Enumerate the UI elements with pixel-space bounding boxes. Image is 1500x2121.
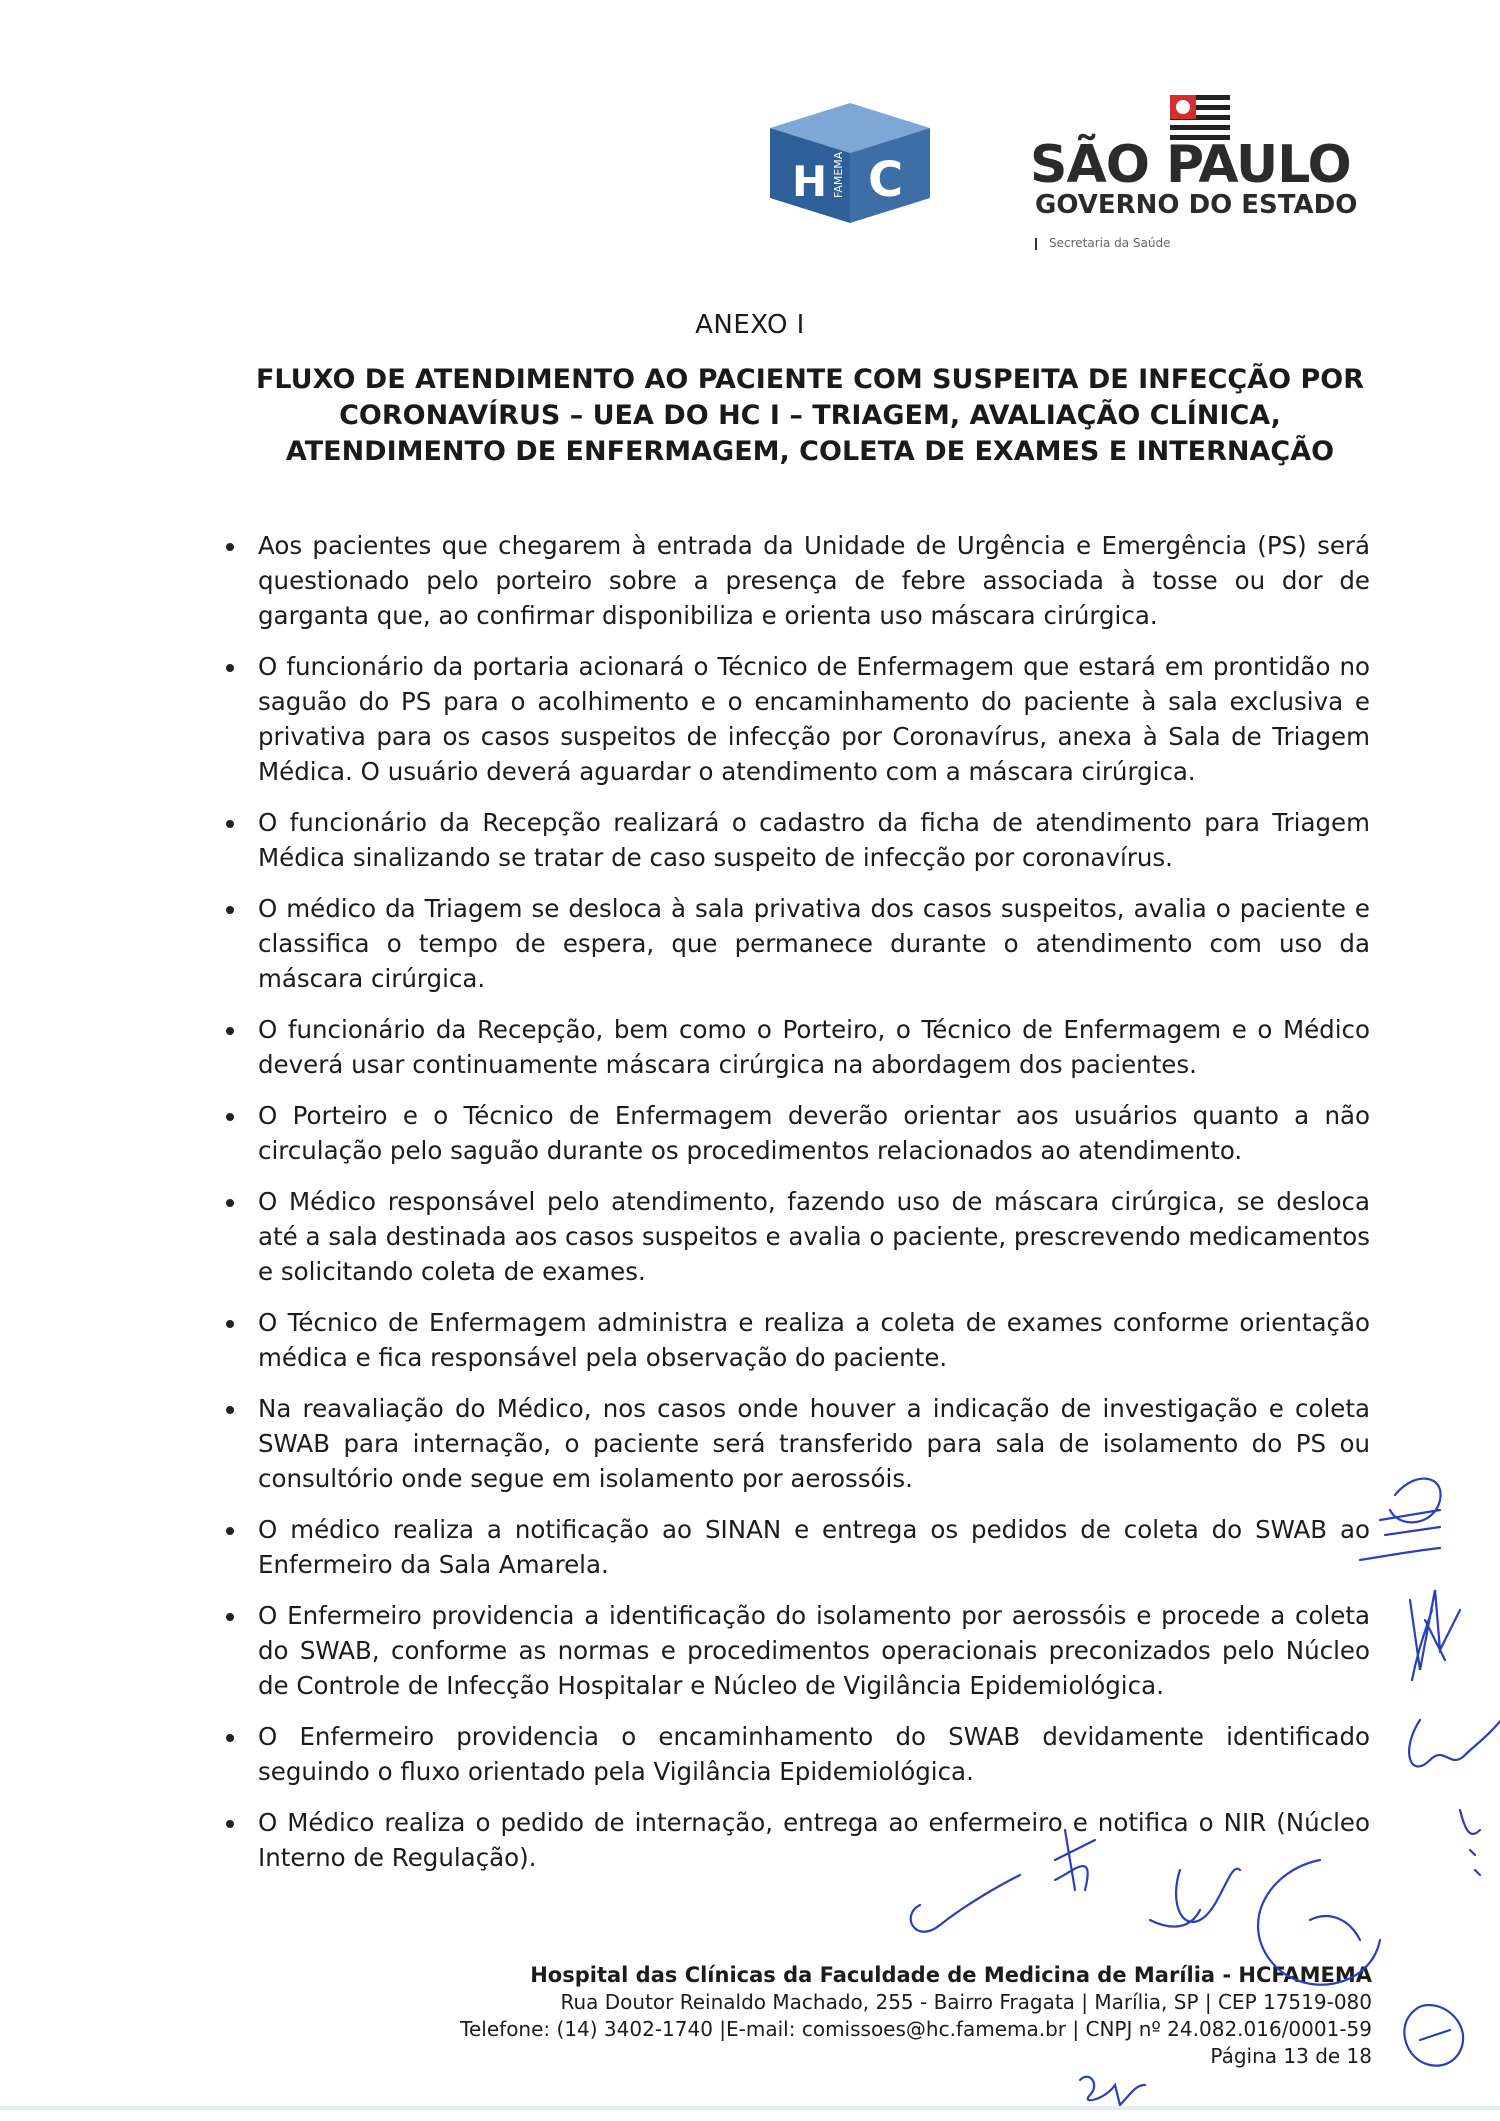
sao-paulo-title: SÃO PAULO xyxy=(1030,135,1351,195)
bullet-icon xyxy=(226,1406,234,1414)
bullet-icon xyxy=(226,543,234,551)
bullet-icon xyxy=(226,1199,234,1207)
governo-do-estado: GOVERNO DO ESTADO xyxy=(1035,190,1358,220)
bullet-icon xyxy=(226,1320,234,1328)
bullet-icon xyxy=(226,1027,234,1035)
bullet-icon xyxy=(226,1613,234,1621)
hc-letter-h: H xyxy=(792,157,828,206)
footer-organization: Hospital das Clínicas da Faculdade de Medicina de Marília - HCFAMEMA xyxy=(530,1963,1372,1987)
signature-1 xyxy=(1360,1479,1441,1560)
page-number: Página 13 de 18 xyxy=(1210,2044,1372,2068)
bullet-icon xyxy=(226,906,234,914)
list-item: O Técnico de Enfermagem administra e realiza a coleta de exames conforme orientação médica e fica responsável pela observação do paciente. xyxy=(222,1305,1370,1375)
hc-letter-c: C xyxy=(868,152,904,208)
list-item: O funcionário da portaria acionará o Técnico de Enfermagem que estará em prontidão no saguão do PS para o acolhimento e o encaminhamento do paciente à sala exclusiva e privativa para os casos suspeitos de infecção por Coronavírus, anexa à Sala de Triagem Médica. O usuário deverá aguardar o atendimento com a máscara cirúrgica. xyxy=(222,649,1370,789)
signature-8 xyxy=(1404,2005,1463,2066)
signature-3 xyxy=(1409,1715,1500,1766)
list-item: O funcionário da Recepção realizará o cadastro da ficha de atendimento para Triagem Médica sinalizando se tratar de caso suspeito de infecção por coronavírus. xyxy=(222,805,1370,875)
bullet-icon xyxy=(226,1820,234,1828)
list-item: O Enfermeiro providencia o encaminhamento do SWAB devidamente identificado seguindo o fluxo orientado pela Vigilância Epidemiológica. xyxy=(222,1719,1370,1789)
list-item: O Médico responsável pelo atendimento, fazendo uso de máscara cirúrgica, se desloca até a sala destinada aos casos suspeitos e avalia o paciente, prescrevendo medicamentos e solicitando coleta de exames. xyxy=(222,1184,1370,1289)
annex-label: ANEXO I xyxy=(695,310,805,340)
page-footer xyxy=(460,1962,1372,2070)
hc-famema-text: FAMEMA xyxy=(832,151,845,198)
list-item: Na reavaliação do Médico, nos casos onde houver a indicação de investigação e coleta SWAB para internação, o paciente será transferido para sala de isolamento do PS ou consultório onde segue em isolamento por aerossóis. xyxy=(222,1391,1370,1496)
bullet-icon xyxy=(226,820,234,828)
signature-2 xyxy=(1410,1590,1460,1680)
signature-4 xyxy=(1460,1810,1480,1875)
bullet-icon xyxy=(226,1734,234,1742)
document-title: FLUXO DE ATENDIMENTO AO PACIENTE COM SUSPEITA DE INFECÇÃO POR CORONAVÍRUS – UEA DO HC I – TRIAGEM, AVALIAÇÃO CLÍNICA, ATENDIMENTO DE ENFERMAGEM, COLETA DE EXAMES E INTERNAÇÃO xyxy=(255,364,1365,467)
list-item: O Médico realiza o pedido de internação, entrega ao enfermeiro e notifica o NIR (Núcleo Interno de Regulação). xyxy=(222,1805,1370,1875)
footer-address: Rua Doutor Reinaldo Machado, 255 - Bairro Fragata | Marília, SP | CEP 17519-080 xyxy=(560,1990,1372,2014)
hc-famema-logo xyxy=(750,98,950,228)
bullet-icon xyxy=(226,1527,234,1535)
list-item: O médico da Triagem se desloca à sala privativa dos casos suspeitos, avalia o paciente e classifica o tempo de espera, que permanece durante o atendimento com uso da máscara cirúrgica. xyxy=(222,891,1370,996)
list-item: O Enfermeiro providencia a identificação do isolamento por aerossóis e procede a coleta do SWAB, conforme as normas e procedimentos operacionais preconizados pelo Núcleo de Controle de Infecção Hospitalar e Núcleo de Vigilância Epidemiológica. xyxy=(222,1598,1370,1703)
list-item: O Porteiro e o Técnico de Enfermagem deverão orientar aos usuários quanto a não circulação pelo saguão durante os procedimentos relacionados ao atendimento. xyxy=(222,1098,1370,1168)
secretaria-da-saude: Secretaria da Saúde xyxy=(1035,236,1171,250)
procedure-list xyxy=(222,528,1370,1891)
bullet-icon xyxy=(226,664,234,672)
page-edge xyxy=(0,2106,1500,2110)
list-item: O médico realiza a notificação ao SINAN e entrega os pedidos de coleta do SWAB ao Enfermeiro da Sala Amarela. xyxy=(222,1512,1370,1582)
signature-9 xyxy=(1080,2077,1145,2105)
list-item: Aos pacientes que chegarem à entrada da Unidade de Urgência e Emergência (PS) será questionado pelo porteiro sobre a presença de febre associada à tosse ou dor de garganta que, ao confirmar disponibiliza e orienta uso máscara cirúrgica. xyxy=(222,528,1370,633)
bullet-icon xyxy=(226,1113,234,1121)
footer-contact: Telefone: (14) 3402-1740 |E-mail: comissoes@hc.famema.br | CNPJ nº 24.082.016/0001-59 xyxy=(460,2017,1372,2041)
list-item: O funcionário da Recepção, bem como o Porteiro, o Técnico de Enfermagem e o Médico deverá usar continuamente máscara cirúrgica na abordagem dos pacientes. xyxy=(222,1012,1370,1082)
